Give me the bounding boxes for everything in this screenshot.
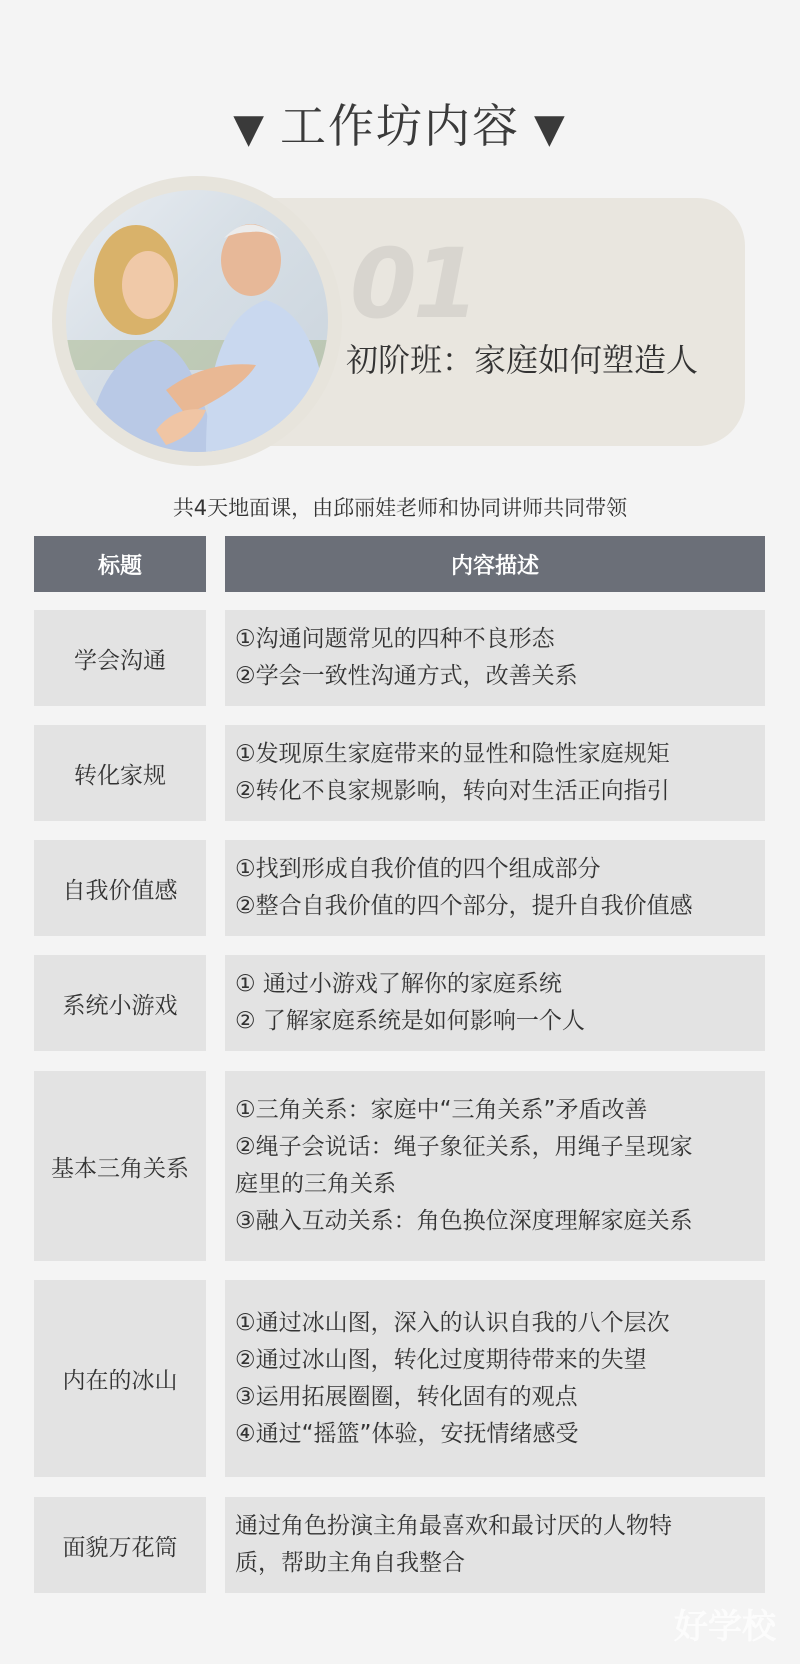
content-line: ③融入互动关系：角色换位深度理解家庭关系 <box>235 1208 693 1234</box>
content-line: ②整合自我价值的四个部分，提升自我价值感 <box>235 893 693 919</box>
table-row-content <box>225 1497 765 1593</box>
table-row-content <box>225 610 765 706</box>
table-row-content <box>225 725 765 821</box>
table-row-content <box>225 1280 765 1477</box>
content-line: ②绳子会说话：绳子象征关系，用绳子呈现家 <box>235 1134 693 1160</box>
content-line: ① 通过小游戏了解你的家庭系统 <box>235 971 562 997</box>
couple-photo-illustration <box>66 190 328 452</box>
content-line: ② 了解家庭系统是如何影响一个人 <box>235 1008 585 1034</box>
watermark-logo: 好学校 <box>674 1607 776 1647</box>
table-header-description: 内容描述 <box>225 536 765 592</box>
triangle-down-icon: ▼ <box>233 106 266 152</box>
content-line: ①发现原生家庭带来的显性和隐性家庭规矩 <box>235 741 670 767</box>
content-line: ②通过冰山图，转化过度期待带来的失望 <box>235 1346 647 1373</box>
content-line: ②转化不良家规影响，转向对生活正向指引 <box>235 778 670 804</box>
page-title <box>0 90 800 156</box>
page-title-text: 工作坊内容 <box>280 99 520 153</box>
table-row-title: 转化家规 <box>34 725 206 821</box>
course-number: 01 <box>350 228 476 340</box>
table-row-content <box>225 840 765 936</box>
content-line: 质，帮助主角自我整合 <box>235 1550 465 1576</box>
couple-photo <box>66 190 328 452</box>
content-line: ①找到形成自我价值的四个组成部分 <box>235 856 601 882</box>
table-row-title: 系统小游戏 <box>34 955 206 1051</box>
table-row-title: 基本三角关系 <box>34 1071 206 1261</box>
content-line: ③运用拓展圈圈，转化固有的观点 <box>235 1383 578 1410</box>
triangle-down-icon: ▼ <box>534 106 567 152</box>
table-row-content <box>225 955 765 1051</box>
table-row-content <box>225 1071 765 1261</box>
content-line: ①通过冰山图，深入的认识自我的八个层次 <box>235 1309 670 1336</box>
content-line: 通过角色扮演主角最喜欢和最讨厌的人物特 <box>235 1513 672 1539</box>
table-row-title: 内在的冰山 <box>34 1280 206 1477</box>
table-row-title: 自我价值感 <box>34 840 206 936</box>
course-subtitle: 共4天地面课，由邱丽娃老师和协同讲师共同带领 <box>172 496 628 520</box>
table-header-title: 标题 <box>34 536 206 592</box>
content-line: ①沟通问题常见的四种不良形态 <box>235 626 555 652</box>
content-line: 庭里的三角关系 <box>235 1171 396 1197</box>
course-name: 初阶班：家庭如何塑造人 <box>346 341 699 379</box>
content-line: ②学会一致性沟通方式，改善关系 <box>235 663 578 689</box>
content-line: ④通过“摇篮”体验，安抚情绪感受 <box>235 1420 579 1447</box>
table-row-title: 面貌万花筒 <box>34 1497 206 1593</box>
content-line: ①三角关系：家庭中“三角关系”矛盾改善 <box>235 1097 648 1123</box>
table-row-title: 学会沟通 <box>34 610 206 706</box>
